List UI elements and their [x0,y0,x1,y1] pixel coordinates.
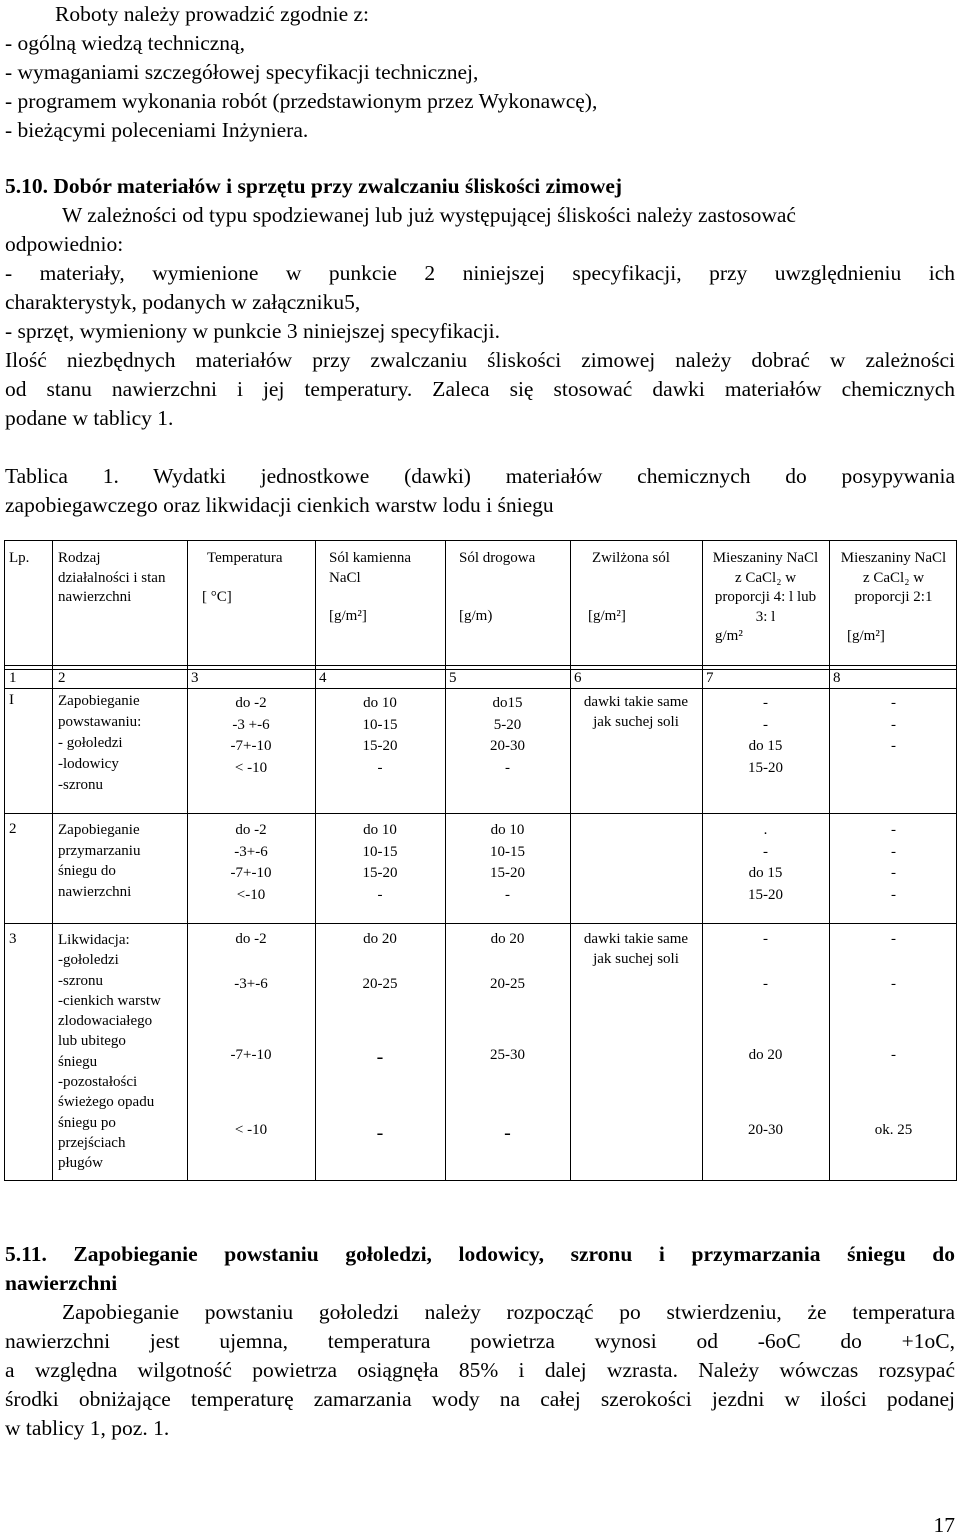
row-sol-kamienna: do 20 [363,931,397,947]
row-sol-kamienna: 20-25 [362,976,398,992]
row-temperature: do -2 -3+-6 -7+-10 <-10 [230,822,272,903]
table-rule [5,923,956,924]
section-511-line: w tablicy 1, poz. 1. [5,1416,170,1440]
row-description: Zapobieganie powstawaniu: - gołoledzi -lodowicy -szronu [58,693,142,793]
header-mieszaniny-41: Mieszaniny NaCl z CaCl₂ w proporcji 4: l lub 3: l [712,550,819,625]
col-number: 6 [574,670,582,686]
dosage-table [4,540,957,1181]
row-zwilzona: dawki takie same jak suchej soli [583,694,689,730]
row-temperature: do -2 -3 +-6 -7+-10 < -10 [230,695,272,776]
row-sol-drogowa: 25-30 [490,1047,525,1063]
table-rule [5,665,956,666]
row-mix-21: - [891,1047,896,1063]
row-description: Zapobieganie przymarzaniu śniegu do nawierzchni [58,822,141,900]
row-mix-21: ok. 25 [874,1122,913,1138]
header-lp: Lp. [9,550,30,566]
header-sol-drogowa: Sól drogowa [459,550,536,566]
section-511-line: Zapobieganie powstaniu gołoledzi należy rozpocząć po stwierdzeniu, że temperatura [62,1300,955,1324]
table-rule [5,669,956,670]
header-temperatura: Temperatura [207,550,283,566]
row-sol-drogowa: do 10 10-15 15-20 - [490,822,525,903]
col-number: 2 [58,670,66,686]
table-rule [570,541,571,1180]
row-zwilzona: dawki takie same jak suchej soli [583,931,689,967]
row-sol-drogowa: 20-25 [490,976,525,992]
section-510-line: - materiały, wymienione w punkcie 2 niniejszej specyfikacji, przy uwzględnieniu ich [5,261,955,285]
row-lp: 3 [9,931,17,947]
header-sol-kamienna-unit: [g/m²] [329,608,367,624]
row-temperature: < -10 [234,1122,268,1138]
section-510-line: od stanu nawierzchni i jej temperatury. Zaleca się stosować dawki materiałów chemicznych [5,377,955,401]
section-510-line: - sprzęt, wymieniony w punkcie 3 niniejszej specyfikacji. [5,319,500,343]
row-mix-21: - [891,931,896,947]
header-mieszaniny-41-unit: g/m² [715,628,743,644]
table-caption: zapobiegawczego oraz likwidacji cienkich warstw lodu i śniegu [5,493,554,517]
table-rule [5,813,956,814]
row-mix-21: - [891,976,896,992]
intro-item: - wymaganiami szczegółowej specyfikacji technicznej, [5,60,479,84]
header-mieszaniny-21: Mieszaniny NaCl z CaCl₂ w proporcji 2:1 [840,550,947,605]
header-sol-kamienna: Sól kamienna NaCl [329,550,412,586]
col-number: 3 [191,670,199,686]
section-511-line: środki obniżające temperaturę zamarzania wody na całej szerokości jezdni w ilości podanej [5,1387,955,1411]
row-temperature: -3+-6 [234,976,268,992]
section-511-line: nawierzchni jest ujemna, temperatura powietrza wynosi od -6oC do +1oC, [5,1329,955,1353]
intro-item: - bieżącymi poleceniami Inżyniera. [5,118,309,142]
row-lp: I [9,692,14,708]
row-temperature: do -2 [235,931,267,947]
page-number: 17 [933,1513,955,1537]
row-sol-kamienna: do 10 10-15 15-20 - [362,822,398,903]
header-temperatura-unit: [ °C] [202,589,232,605]
row-description: Likwidacja: -gołoledzi -szronu -cienkich warstw zlodowaciałego lub ubitego śniegu -pozostałości świeżego opadu śniegu po przejściach pługów [58,932,161,1172]
section-511-title: 5.11. Zapobieganie powstaniu gołoledzi, lodowicy, szronu i przymarzania śniegu do [5,1242,955,1266]
row-sol-drogowa: - [504,1122,511,1144]
row-sol-kamienna: - [376,1046,384,1068]
col-number: 5 [449,670,457,686]
table-rule [52,541,53,1180]
row-mix-21: - - - - [891,822,896,903]
row-mix-41: - [763,931,768,947]
header-sol-drogowa-unit: [g/m) [459,608,493,624]
row-mix-41: do 20 [748,1047,783,1063]
row-mix-41: 20-30 [748,1122,783,1138]
col-number: 1 [9,670,17,686]
header-zwilzona-unit: [g/m²] [588,608,626,624]
header-zwilzona: Zwilżona sól [592,550,670,566]
table-rule [5,688,956,689]
header-rodzaj: Rodzaj działalności i stan nawierzchni [58,550,166,605]
row-temperature: -7+-10 [230,1047,272,1063]
intro-item: - programem wykonania robót (przedstawionym przez Wykonawcę), [5,89,598,113]
row-sol-drogowa: do15 5-20 20-30 - [490,695,525,776]
row-mix-41: . - do 15 15-20 [748,822,783,903]
section-510-line: odpowiednio: [5,232,124,256]
col-number: 4 [319,670,327,686]
row-sol-kamienna: - [376,1122,384,1144]
section-510-line: W zależności od typu spodziewanej lub już występującej śliskości należy zastosować [62,203,796,227]
section-510-line: charakterystyk, podanych w załączniku5, [5,290,361,314]
row-mix-21: - - - [891,695,896,754]
section-511-title: nawierzchni [5,1271,118,1295]
col-number: 7 [706,670,714,686]
row-mix-41: - [763,976,768,992]
section-511-line: a względna wilgotność powietrza osiągnęła 85% i dalej wzrasta. Należy wówczas rozsypać [5,1358,955,1382]
section-510-line: podane w tablicy 1. [5,406,174,430]
row-sol-drogowa: do 20 [490,931,525,947]
intro-heading: Roboty należy prowadzić zgodnie z: [55,2,370,26]
section-510-title: 5.10. Dobór materiałów i sprzętu przy zwalczaniu śliskości zimowej [5,174,623,198]
col-number: 8 [833,670,841,686]
header-mieszaniny-21-unit: [g/m²] [847,628,885,644]
row-lp: 2 [9,821,17,837]
row-mix-41: - - do 15 15-20 [748,695,783,776]
row-sol-kamienna: do 10 10-15 15-20 - [362,695,398,776]
intro-item: - ogólną wiedzą techniczną, [5,31,245,55]
table-caption: Tablica 1. Wydatki jednostkowe (dawki) materiałów chemicznych do posypywania [5,464,955,488]
section-510-line: Ilość niezbędnych materiałów przy zwalczaniu śliskości zimowej należy dobrać w zależności [5,348,955,372]
